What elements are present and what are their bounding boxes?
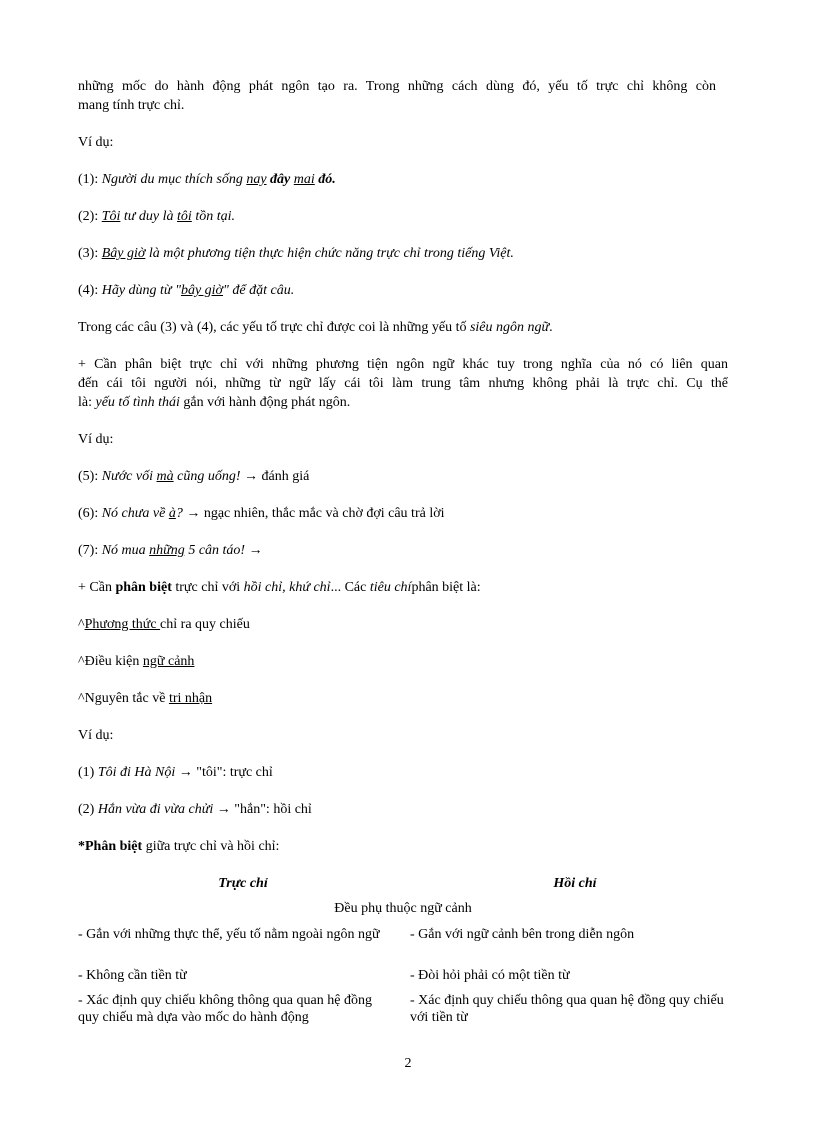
example-7: (7): Nó mua những 5 cân táo! →: [78, 543, 263, 558]
paragraph-line: những mốc do hành động phát ngôn tạo ra. Trong những cách dùng đó, yếu tố trực chỉ không còn: [78, 79, 716, 94]
criterion-3: ^Nguyên tắc về tri nhận: [78, 691, 213, 706]
example-1: (1): Người du mục thích sống nay đây mai đó.: [78, 172, 336, 187]
table-cell: - Đòi hỏi phải có một tiền từ: [410, 968, 570, 983]
page-number: 2: [404, 1056, 412, 1071]
table-header-right: Hồi chỉ: [553, 876, 597, 891]
example-4: (4): Hãy dùng từ "bây giờ" để đặt câu.: [78, 283, 295, 298]
criterion-2: ^Điều kiện ngữ cảnh: [78, 654, 195, 669]
example-2: (2): Tôi tư duy là tôi tồn tại.: [78, 209, 235, 224]
paragraph-line: mang tính trực chỉ.: [78, 98, 185, 113]
paragraph-line: + Cần phân biệt trực chỉ với hồi chỉ, khứ chỉ... Các tiêu chíphân biệt là:: [78, 580, 481, 595]
paragraph-line: là: yếu tố tình thái gắn với hành động phát ngôn.: [78, 395, 351, 410]
table-cell: - Xác định quy chiếu thông qua quan hệ đồng quy chiếu với tiền từ: [410, 993, 724, 1025]
example-5: (5): Nước vối mà cũng uống! → đánh giá: [78, 469, 310, 484]
table-common-row: Đều phụ thuộc ngữ cảnh: [334, 901, 472, 916]
example-9: (2) Hắn vừa đi vừa chửi → "hắn": hồi chỉ: [78, 802, 312, 817]
paragraph-line: *Phân biệt giữa trực chỉ và hồi chỉ:: [78, 839, 280, 854]
paragraph-line: Trong các câu (3) và (4), các yếu tố trực chỉ được coi là những yếu tố siêu ngôn ngữ.: [78, 320, 553, 335]
example-heading: Ví dụ:: [78, 432, 114, 447]
example-heading: Ví dụ:: [78, 728, 114, 743]
example-3: (3): Bây giờ là một phương tiện thực hiện chức năng trực chỉ trong tiếng Việt.: [78, 246, 514, 261]
example-8: (1) Tôi đi Hà Nội → "tôi": trực chỉ: [78, 765, 273, 780]
table-cell: - Gắn với những thực thể, yếu tố nằm ngoài ngôn ngữ: [78, 927, 380, 942]
paragraph-line: + Cần phân biệt trực chỉ với những phương tiện ngôn ngữ khác tuy trong nghĩa của nó có liên quan: [78, 357, 728, 372]
comparison-table: [78, 876, 728, 1036]
table-header-left: Trực chỉ: [218, 876, 268, 891]
example-heading: Ví dụ:: [78, 135, 114, 150]
table-cell: - Xác định quy chiếu không thông qua quan hệ đồng quy chiếu mà dựa vào mốc do hành động: [78, 993, 372, 1025]
paragraph-line: đến cái tôi người nói, những từ ngữ lấy cái tôi làm trung tâm nhưng không phải là trực chỉ. Cụ thể: [78, 376, 728, 391]
table-cell: - Không cần tiền từ: [78, 968, 187, 983]
criterion-1: ^Phương thức chỉ ra quy chiếu: [78, 617, 250, 632]
table-cell: - Gắn với ngữ cảnh bên trong diễn ngôn: [410, 927, 635, 942]
example-6: (6): Nó chưa về à? → ngạc nhiên, thắc mắc và chờ đợi câu trả lời: [78, 506, 445, 521]
